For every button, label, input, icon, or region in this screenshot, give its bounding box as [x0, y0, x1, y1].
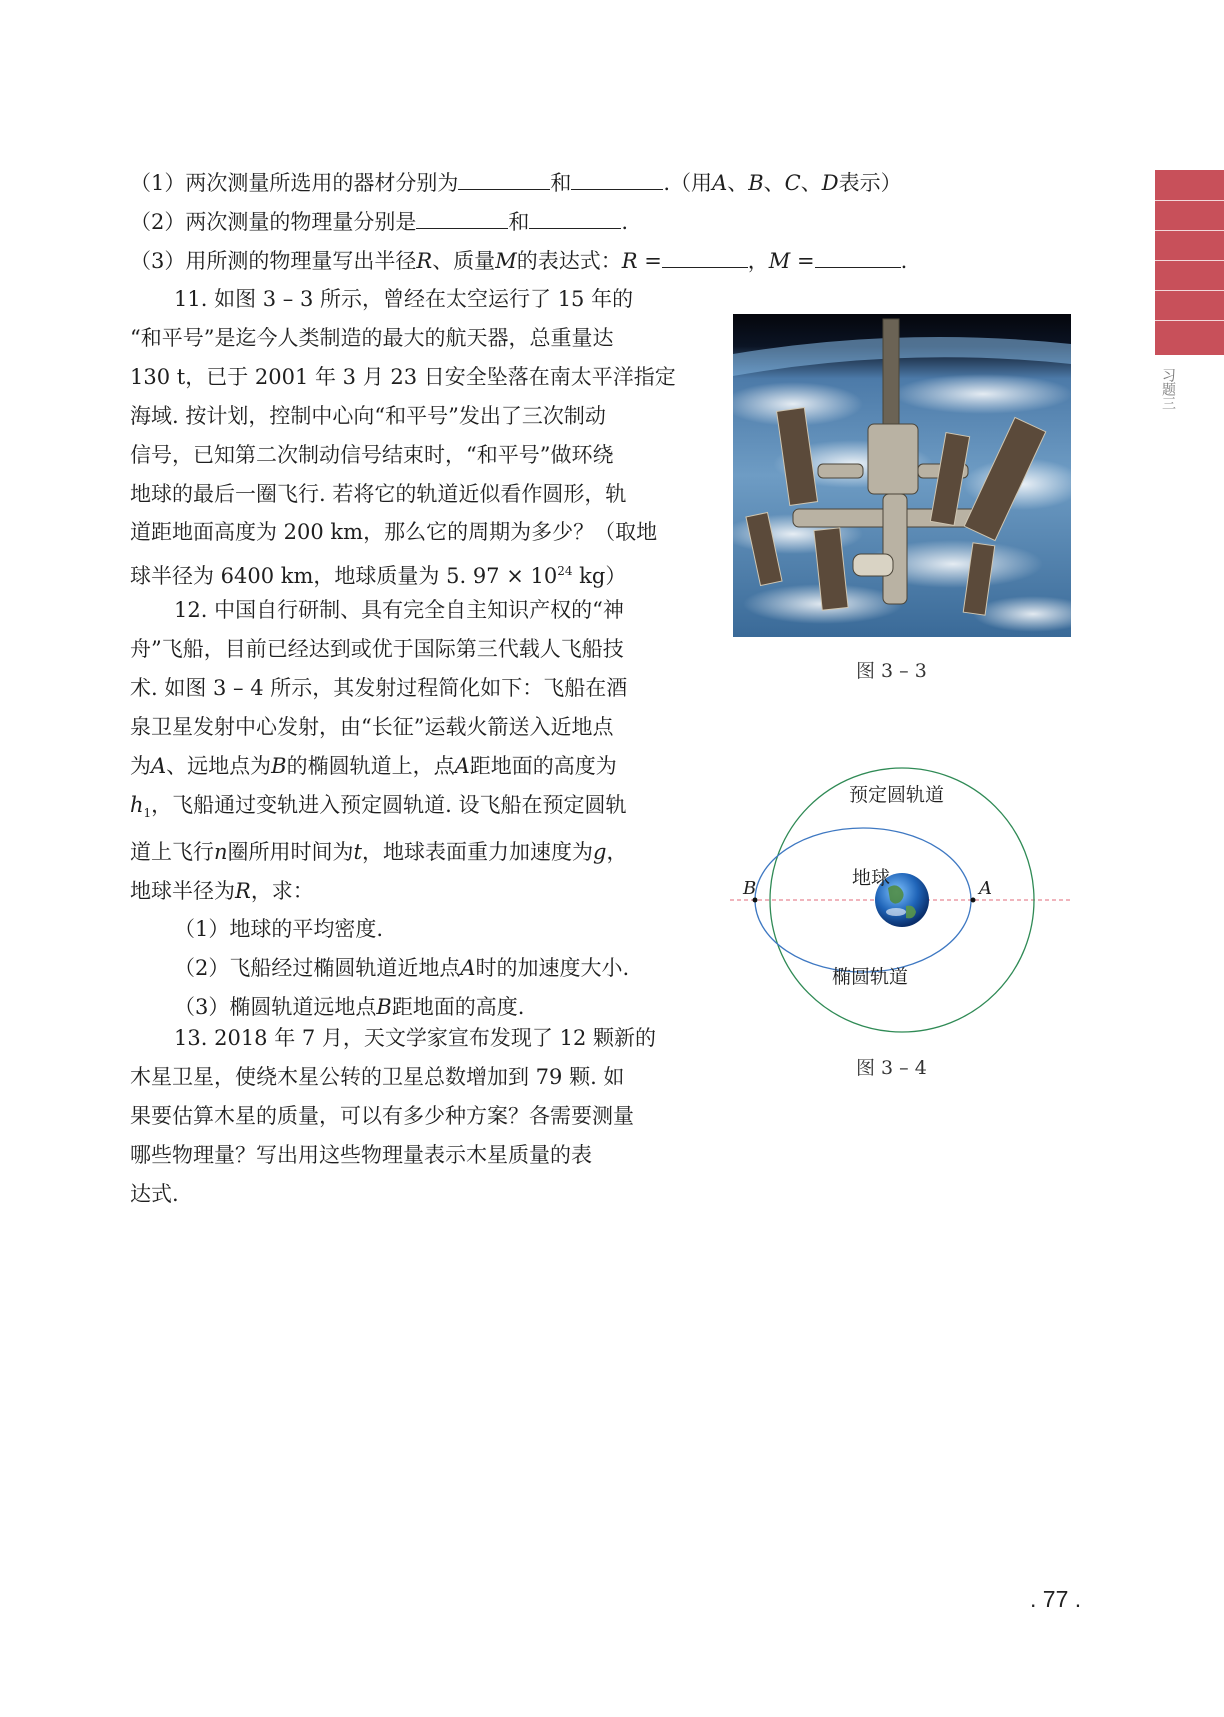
q11-last-a: 球半径为 6400 km，地球质量为 5. 97 × 10	[130, 564, 558, 589]
var-n: n	[214, 839, 228, 864]
var-a: A	[454, 753, 470, 778]
t: （2）飞船经过椭圆轨道近地点	[174, 956, 461, 981]
var-b: B	[271, 753, 287, 778]
sep: 、	[763, 171, 785, 195]
answer-blank	[571, 171, 663, 190]
question-13	[130, 1019, 710, 1214]
divider	[1155, 290, 1224, 291]
t: ，地球表面重力加速度为	[361, 839, 593, 864]
question-11	[130, 280, 710, 596]
m-equals: M =	[768, 249, 815, 273]
t: ，求：	[250, 878, 314, 903]
q10-part2	[130, 202, 628, 242]
q13-number: 13.	[174, 1026, 208, 1050]
comma: ，	[747, 249, 769, 273]
q12-text: 中国自行研制、具有完全自主知识产权的“神	[214, 598, 624, 622]
q12-line: 舟”飞船，目前已经达到或优于国际第三代载人飞船技	[130, 636, 624, 661]
page-number: . 77 .	[1030, 1586, 1082, 1612]
var-b: B	[748, 171, 764, 195]
q11-text: 如图 3 – 3 所示，曾经在太空运行了 15 年的	[214, 287, 634, 311]
q12-line: 术. 如图 3 – 4 所示，其发射过程简化如下：飞船在酒	[130, 675, 628, 700]
var-h: h	[130, 792, 144, 817]
space-station-image	[733, 314, 1071, 637]
q10-part1	[130, 163, 902, 203]
answer-blank	[416, 210, 508, 229]
var-a: A	[460, 956, 476, 981]
divider	[1155, 200, 1224, 201]
q13-line: 达式.	[130, 1181, 179, 1206]
t: 道上飞行	[130, 839, 214, 864]
var-a: A	[712, 171, 728, 195]
q12-line	[130, 786, 710, 833]
chapter-tab	[1155, 170, 1224, 355]
q13-line: 果要估算木星的质量，可以有多少种方案？各需要测量	[130, 1103, 634, 1128]
var-a: A	[151, 753, 167, 778]
answer-blank	[458, 171, 550, 190]
t: 为	[130, 753, 151, 778]
t: ，飞船通过变轨进入预定圆轨道. 设飞船在预定圆轨	[151, 792, 627, 817]
ellipse-orbit-label: 椭圆轨道	[832, 966, 909, 988]
q12-sub2	[174, 949, 710, 988]
exponent: 24	[557, 564, 573, 579]
q11-line: 信号，已知第二次制动信号结束时，“和平号”做环绕	[130, 442, 614, 467]
q10-part1-tail: .（用	[663, 171, 713, 195]
var-r: R	[416, 249, 433, 273]
q11-last-b: kg）	[572, 564, 627, 589]
q11-line: 130 t，已于 2001 年 3 月 23 日安全坠落在南太平洋指定	[130, 364, 676, 389]
var-g: g	[592, 839, 607, 864]
q10-part1-label: （1）两次测量所选用的器材分别为	[130, 171, 459, 195]
orbit-diagram-svg	[730, 760, 1070, 1035]
t: 圈所用时间为	[227, 839, 354, 864]
q10-part2-mid: 和	[508, 210, 530, 234]
figure-3-3-caption: 图 3 – 3	[856, 660, 927, 682]
point-a-dot	[971, 898, 976, 903]
q10-part1-end: 表示）	[838, 171, 902, 195]
q12-line	[130, 833, 710, 872]
q13-line	[130, 1019, 710, 1058]
q10-part3	[130, 241, 907, 281]
answer-blank	[529, 210, 621, 229]
q10-part2-tail: .	[621, 210, 629, 234]
var-r: R	[235, 878, 251, 903]
t: 的椭圆轨道上，点	[286, 753, 455, 778]
q12-line	[130, 591, 710, 630]
q11-line: 道距地面高度为 200 km，那么它的周期为多少？（取地	[130, 520, 658, 545]
q11-line: 地球的最后一圈飞行. 若将它的轨道近似看作圆形，轨	[130, 481, 627, 506]
q11-number: 11.	[174, 287, 208, 311]
var-b: B	[376, 995, 392, 1020]
answer-blank	[815, 249, 901, 268]
divider	[1155, 260, 1224, 261]
var-t: t	[353, 839, 362, 864]
q11-line	[130, 280, 710, 319]
q10-part2-label: （2）两次测量的物理量分别是	[130, 210, 417, 234]
var-m: M	[495, 249, 517, 273]
earth-label: 地球	[852, 867, 891, 889]
q12-number: 12.	[174, 598, 208, 622]
r-equals: R =	[621, 249, 662, 273]
subscript: 1	[143, 805, 152, 820]
divider	[1155, 230, 1224, 231]
t: 地球半径为	[130, 878, 235, 903]
var-c: C	[784, 171, 801, 195]
q10-part3-tail: .	[900, 249, 908, 273]
chapter-tab-label: 习题三	[1160, 368, 1176, 410]
sep: 、	[727, 171, 749, 195]
q13-line: 哪些物理量？写出用这些物理量表示木星质量的表	[130, 1142, 592, 1167]
point-b-label: B	[743, 878, 757, 899]
q12-line	[130, 747, 710, 786]
divider	[1155, 320, 1224, 321]
t: 时的加速度大小.	[475, 956, 630, 981]
q12-line: 泉卫星发射中心发射，由“长征”运载火箭送入近地点	[130, 714, 614, 739]
point-a-label: A	[979, 878, 992, 899]
sep: 、	[800, 171, 822, 195]
t: 距地面的高度为	[469, 753, 617, 778]
t: 距地面的高度.	[391, 995, 525, 1020]
var-d: D	[821, 171, 839, 195]
question-12	[130, 591, 710, 1027]
t: ，	[606, 839, 628, 864]
q11-line: 海域. 按计划，控制中心向“和平号”发出了三次制动	[130, 403, 606, 428]
q12-line	[130, 872, 710, 911]
q13-line: 木星卫星，使绕木星公转的卫星总数增加到 79 颗. 如	[130, 1064, 625, 1089]
q13-text: 2018 年 7 月，天文学家宣布发现了 12 颗新的	[214, 1026, 656, 1050]
q10-part1-mid: 和	[550, 171, 572, 195]
t: （3）椭圆轨道远地点	[174, 995, 377, 1020]
figure-3-4-caption: 图 3 – 4	[856, 1057, 927, 1079]
q12-sub1: （1）地球的平均密度.	[174, 917, 384, 942]
q11-line	[130, 552, 710, 596]
circle-orbit-label: 预定圆轨道	[849, 784, 945, 806]
orbit-diagram	[730, 760, 1070, 1035]
t: 、远地点为	[166, 753, 272, 778]
q10-part3-mid2: 的表达式：	[516, 249, 622, 273]
space-station-photo	[733, 314, 1071, 637]
answer-blank	[662, 249, 748, 268]
q11-line: “和平号”是迄今人类制造的最大的航天器，总重量达	[130, 325, 614, 350]
q10-part3-label: （3）用所测的物理量写出半径	[130, 249, 417, 273]
q10-part3-mid1: 、质量	[432, 249, 496, 273]
